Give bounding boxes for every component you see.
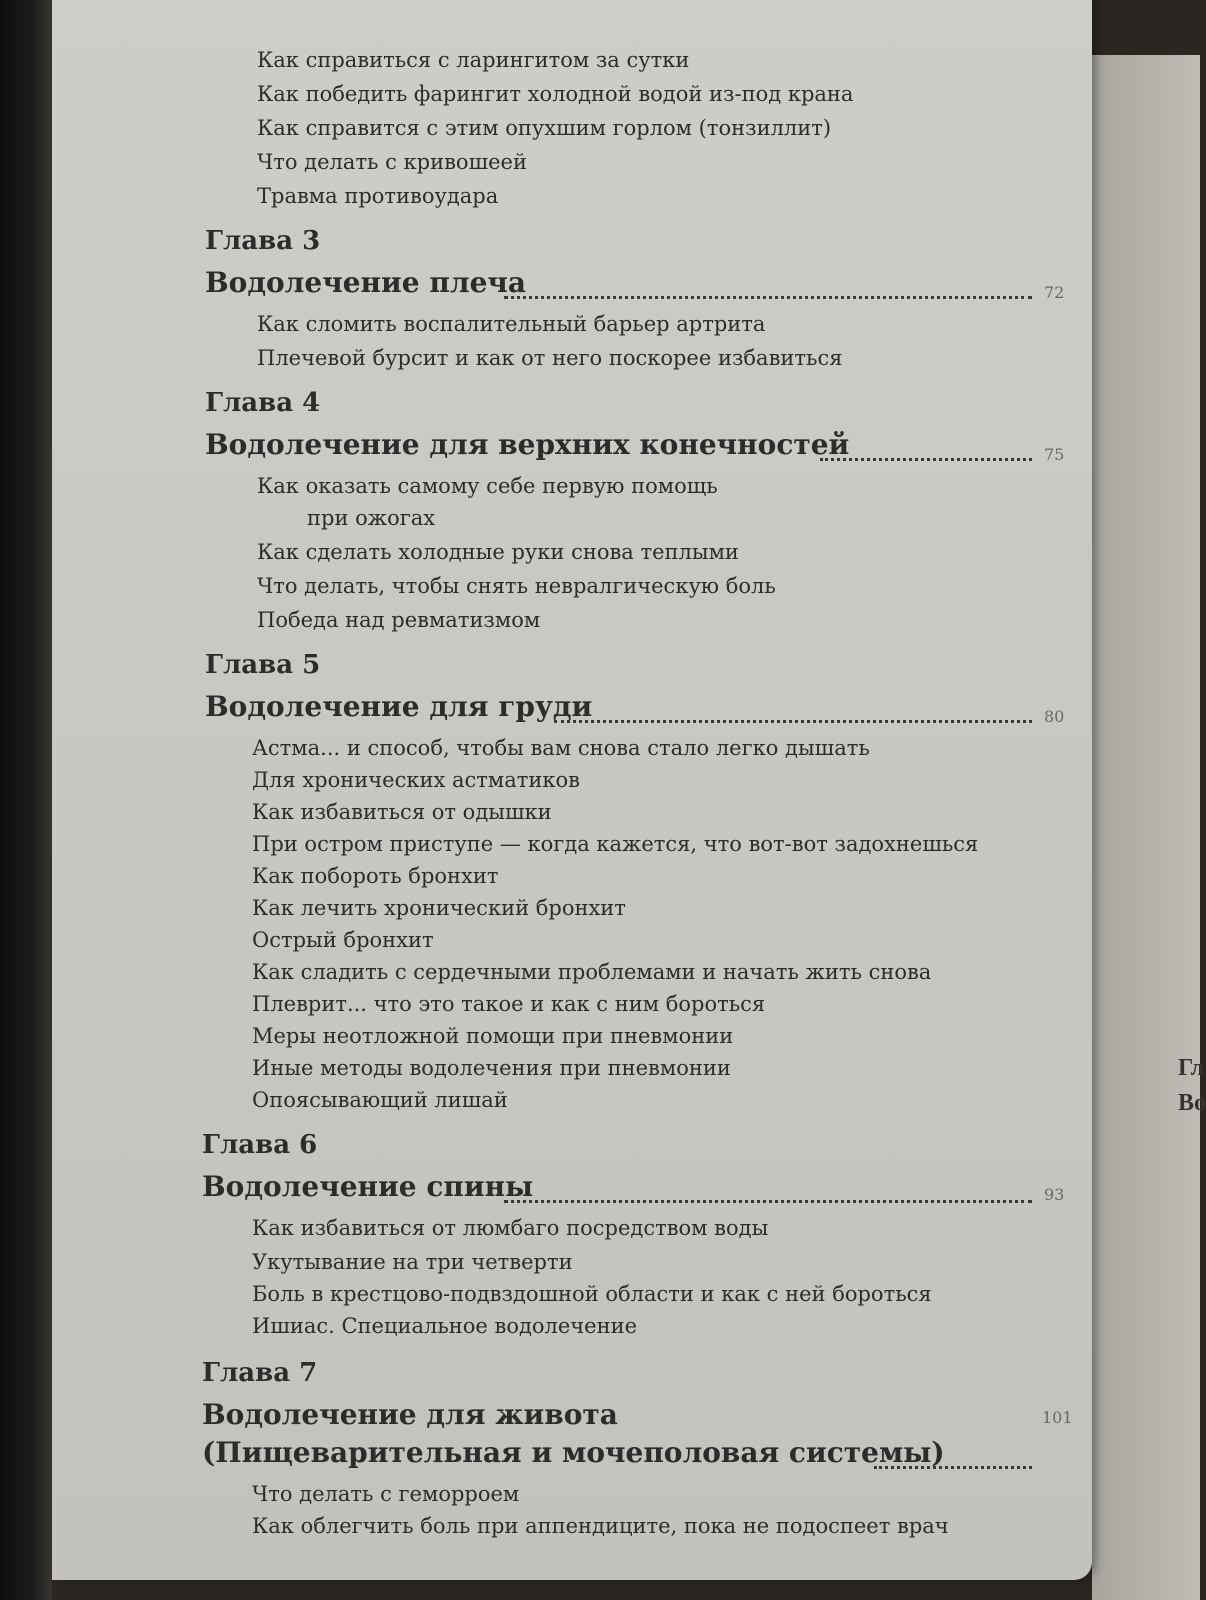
- chapter-title: Водолечение спины: [202, 1170, 534, 1203]
- toc-item: Астма... и способ, чтобы вам снова стало легко дышать: [252, 736, 870, 760]
- toc-item: Как лечить хронический бронхит: [252, 896, 626, 920]
- toc-item: Плеврит... что это такое и как с ним бороться: [252, 992, 766, 1016]
- toc-item: Как справиться с ларингитом за сутки: [257, 48, 690, 72]
- chapter-label: Глава 5: [205, 650, 321, 680]
- toc-item: при ожогах: [307, 506, 436, 530]
- page-number: 75: [1044, 445, 1065, 464]
- leader-dots: [874, 1466, 1032, 1469]
- toc-item: Как избавиться от люмбаго посредством воды: [252, 1216, 769, 1240]
- toc-item: Меры неотложной помощи при пневмонии: [252, 1024, 734, 1048]
- toc-item: Как избавиться от одышки: [252, 800, 552, 824]
- toc-item: Что делать, чтобы снять невралгическую боль: [257, 574, 776, 598]
- leader-dots: [504, 1200, 1032, 1203]
- toc-item: Плечевой бурсит и как от него поскорее избавиться: [257, 346, 843, 370]
- chapter-title: Водолечение для живота: [202, 1398, 618, 1431]
- toc-item: Как побороть бронхит: [252, 864, 499, 888]
- page-number: 101: [1042, 1408, 1073, 1427]
- leader-dots: [554, 720, 1032, 723]
- leader-dots: [820, 458, 1032, 461]
- toc-item: Иные методы водолечения при пневмонии: [252, 1056, 731, 1080]
- toc-item: Опоясывающий лишай: [252, 1088, 508, 1112]
- toc-item: Острый бронхит: [252, 928, 434, 952]
- toc-item: Укутывание на три четверти: [252, 1250, 573, 1274]
- next-page-edge: [1092, 55, 1206, 1600]
- chapter-label: Глава 3: [205, 226, 321, 256]
- toc-item: Как оказать самому себе первую помощь: [257, 474, 718, 498]
- toc-item: Как сделать холодные руки снова теплыми: [257, 540, 739, 564]
- chapter-title: Водолечение плеча: [205, 266, 527, 299]
- toc-item: Как победить фарингит холодной водой из-под крана: [257, 82, 854, 106]
- next-page-fragment: Гл: [1178, 1055, 1205, 1081]
- toc-item: Как сломить воспалительный барьер артрита: [257, 312, 766, 336]
- chapter-label: Глава 6: [202, 1130, 318, 1160]
- page-number: 80: [1044, 707, 1065, 726]
- toc-item: Ишиас. Специальное водолечение: [252, 1314, 638, 1338]
- toc-item: Как сладить с сердечными проблемами и начать жить снова: [252, 960, 932, 984]
- page-number: 72: [1044, 283, 1065, 302]
- toc-item: Что делать с геморроем: [252, 1482, 520, 1506]
- leader-dots: [504, 296, 1032, 299]
- toc-item: Как справится с этим опухшим горлом (тонзиллит): [257, 116, 832, 140]
- chapter-title: Водолечение для груди: [205, 690, 593, 723]
- table-of-contents: [52, 0, 1092, 1580]
- toc-item: При остром приступе — когда кажется, что вот-вот задохнешься: [252, 832, 979, 856]
- chapter-subtitle: (Пищеварительная и мочеполовая системы): [202, 1436, 945, 1469]
- chapter-label: Глава 4: [205, 388, 321, 418]
- next-page-fragment: Во: [1178, 1090, 1206, 1116]
- toc-item: Для хронических астматиков: [252, 768, 580, 792]
- toc-item: Травма противоудара: [257, 184, 499, 208]
- page-number: 93: [1044, 1185, 1065, 1204]
- toc-item: Боль в крестцово-подвздошной области и как с ней бороться: [252, 1282, 932, 1306]
- chapter-label: Глава 7: [202, 1358, 318, 1388]
- book-page: [52, 0, 1092, 1580]
- toc-item: Победа над ревматизмом: [257, 608, 541, 632]
- toc-item: Что делать с кривошеей: [257, 150, 527, 174]
- toc-item: Как облегчить боль при аппендиците, пока не подоспеет врач: [252, 1514, 949, 1538]
- chapter-title: Водолечение для верхних конечностей: [205, 428, 850, 461]
- book-spine: [0, 0, 52, 1600]
